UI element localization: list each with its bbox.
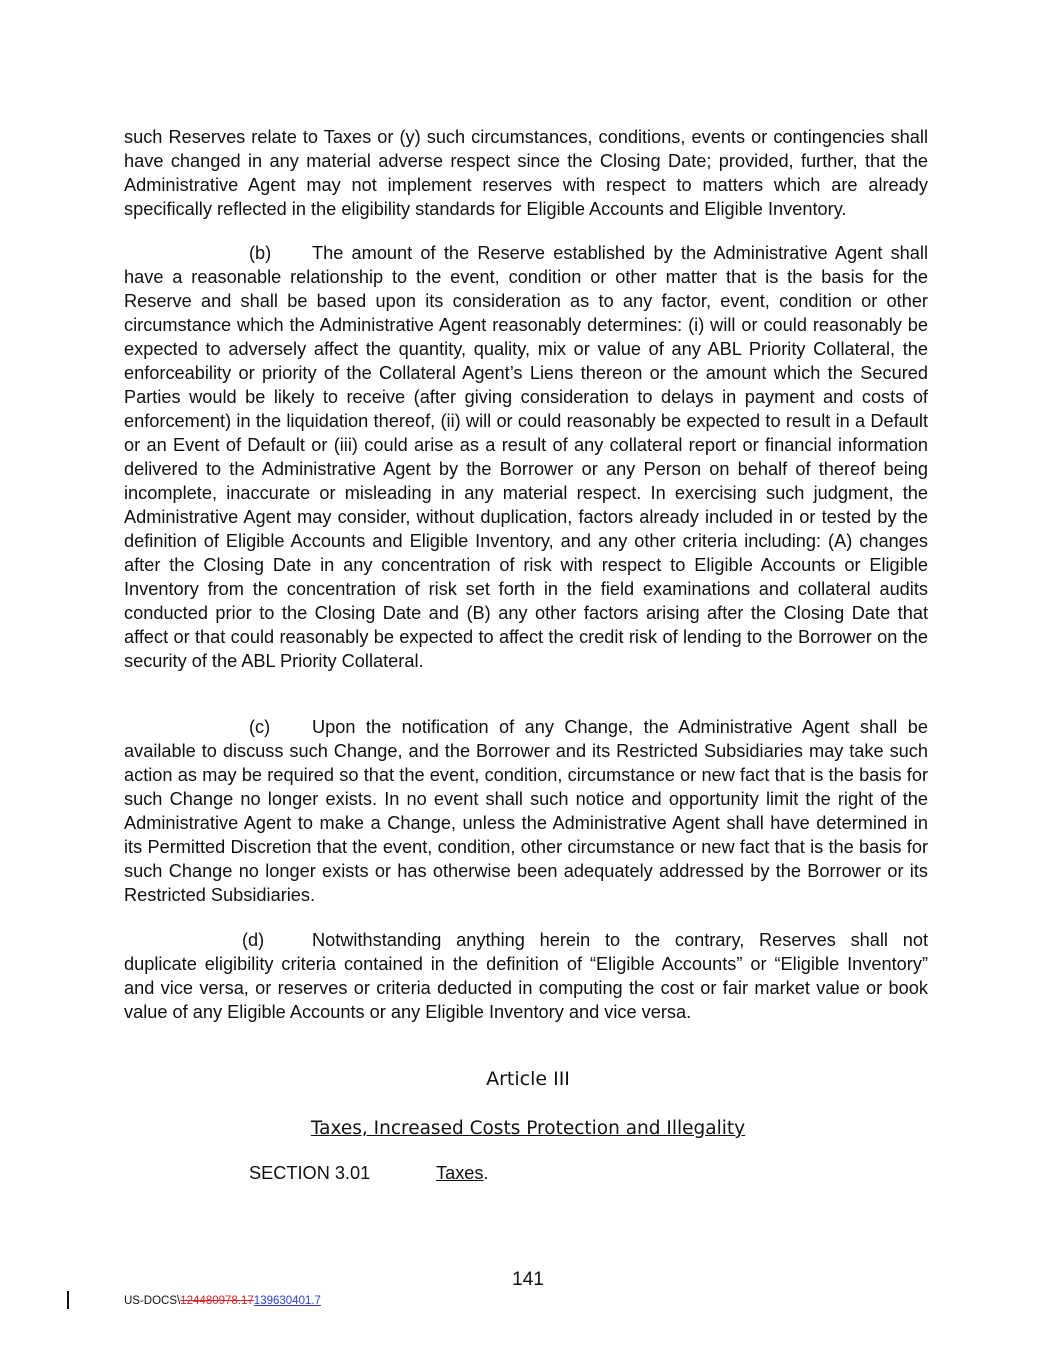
paragraph-b-text: The amount of the Reserve established by the Administrative Agent shall have a reasonable relationship to the event, condition or other matter that is the basis for the Reserve and shall be based upon its consideration as to any factor, event, condition or other circumstance which the Administrative Agent reasonably determines: (i) will or could reasonably be expected to adversely affect the quantity, quality, mix or value of any ABL Priority Collateral, the enforceability or priority of the Collateral Agent’s Liens thereon or the amount which the Secured Parties would be likely to receive (after giving consideration to delays in payment and costs of enforcement) in the liquidation thereof, (ii) will or could reasonably be expected to result in a Default or an Event of Default or (iii) could arise as a result of any collateral report or financial information delivered to the Administrative Agent by the Borrower or any Person on behalf of thereof being incomplete, inaccurate or misleading in any material respect. In exercising such judgment, the Administrative Agent may consider, without duplication, factors already included in or tested by the definition of Eligible Accounts and Eligible Inventory, and any other criteria including: (A) changes after the Closing Date in any concentration of risk with respect to Eligible Accounts or Eligible Inventory from the concentration of risk set forth in the field examinations and collateral audits conducted prior to the Closing Date and (B) any other factors arising after the Closing Date that affect or that could reasonably be expected to affect the credit risk of lending to the Borrower on the security of the ABL Priority Collateral.: [124, 243, 928, 671]
paragraph-c-text: Upon the notification of any Change, the Administrative Agent shall be available to discuss such Change, and the Borrower and its Restricted Subsidiaries may take such action as may be required so that the event, condition, circumstance or new fact that is the basis for such Change no longer exists. In no event shall such notice and opportunity limit the right of the Administrative Agent to make a Change, unless the Administrative Agent shall have determined in its Permitted Discretion that the event, condition, other circumstance or new fact that is the basis for such Change no longer exists or has otherwise been adequately addressed by the Borrower or its Restricted Subsidiaries.: [124, 717, 928, 905]
footer-inserted-id[interactable]: 139630401.7: [253, 1295, 321, 1307]
article-title: Article III: [486, 1068, 570, 1090]
section-heading: [249, 1161, 489, 1185]
paragraph-c-label: (c): [249, 717, 271, 737]
page-number: 141: [512, 1269, 544, 1290]
footer-document-id: [124, 1293, 321, 1309]
revision-change-bar: [67, 1291, 69, 1309]
section-title: Taxes: [436, 1163, 484, 1183]
paragraph-d-text: Notwithstanding anything herein to the contrary, Reserves shall not duplicate eligibility criteria contained in the definition of “Eligible Accounts” or “Eligible Inventory” and vice versa, or reserves or criteria deducted in computing the cost or fair market value or book value of any Eligible Accounts or any Eligible Inventory and vice versa.: [124, 930, 928, 1022]
paragraph-b: [124, 241, 928, 673]
footer-prefix: US-DOCS\: [124, 1295, 181, 1307]
article-subtitle: [0, 1116, 1056, 1142]
section-number: SECTION 3.01: [249, 1163, 371, 1183]
footer-deleted-id: 124480978.17: [180, 1295, 254, 1307]
paragraph-d: [124, 928, 928, 1024]
section-title-suffix: .: [483, 1163, 489, 1183]
paragraph-d-label: (d): [242, 930, 265, 950]
article-subtitle-text: Taxes, Increased Costs Protection and Illegality: [310, 1118, 746, 1139]
paragraph-continuation: such Reserves relate to Taxes or (y) such circumstances, conditions, events or contingencies shall have changed in any material adverse respect since the Closing Date; provided, further, that the Administrative Agent may not implement reserves with respect to matters which are already specifically reflected in the eligibility standards for Eligible Accounts and Eligible Inventory.: [124, 127, 928, 219]
paragraph-b-label: (b): [249, 243, 272, 263]
paragraph-c: [124, 715, 928, 907]
